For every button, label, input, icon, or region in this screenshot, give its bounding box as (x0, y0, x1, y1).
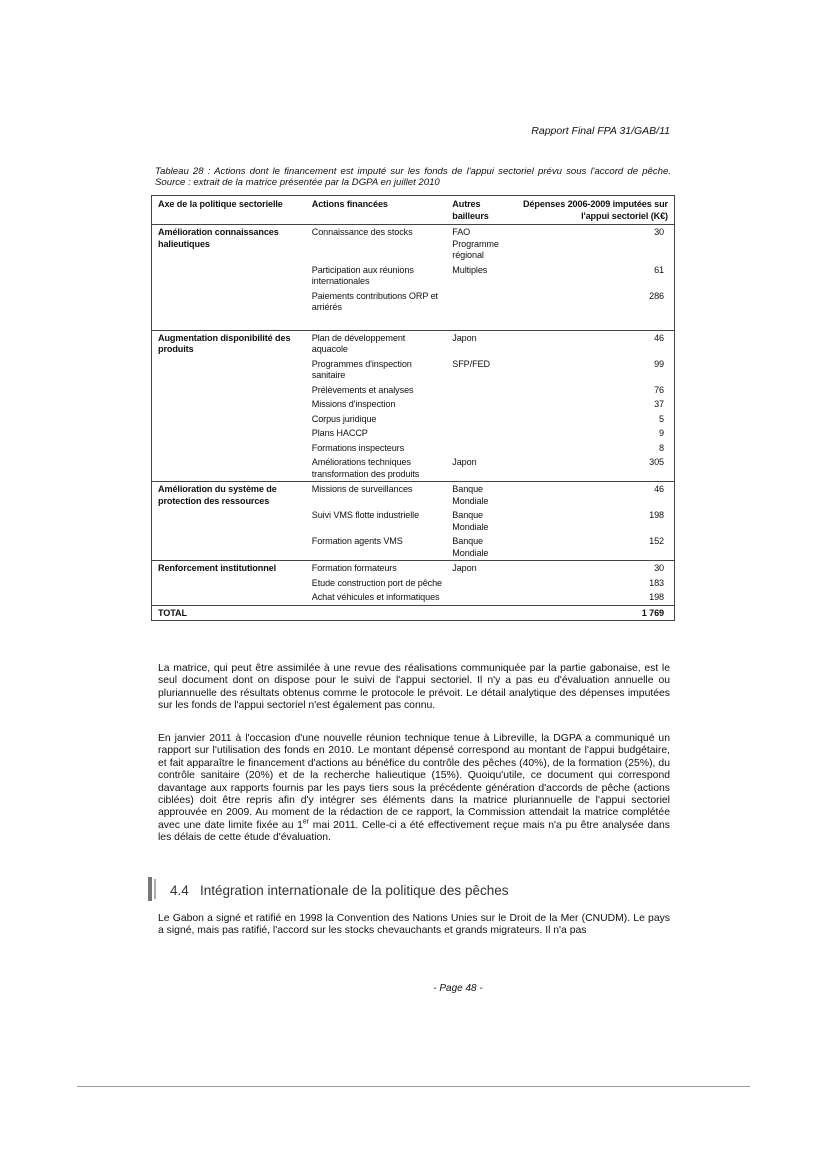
action-cell: Etude construction port de pêche (311, 577, 443, 588)
axe-cell: Amélioration du système de protection des ressources (152, 482, 306, 561)
paragraph-gabon: Le Gabon a signé et ratifié en 1998 la Convention des Nations Unies sur le Droit de la Mer (CNUDM). Le pays a signé, mais pas ratifié, l'accord sur les stocks chevauchants et grands migrateurs. Il n'a pas (158, 913, 670, 937)
value-cell: 99 (654, 358, 664, 369)
action-cell: Formation formateurs (306, 561, 447, 576)
action-cell: Plans HACCP (311, 428, 368, 438)
section-number: 4.4 (170, 883, 189, 898)
axe-cell: Augmentation disponibilité des produits (152, 330, 306, 482)
bailleur-cell: Banque Mondiale (452, 536, 489, 558)
bailleur-cell: SFP/FED (452, 358, 490, 369)
paragraph-matrice: La matrice, qui peut être assimilée à une revue des réalisations communiquée par la partie gabonaise, est le seul document dont on dispose pour le suivi de l'appui sectoriel. Il n'y a pas eu d'évaluation annuelle ou pluriannuelle des résultats obtenus comme le protocole le prévoit. Le détail analytique des dépenses imputées sur les fonds de l'appui sectoriel n'est également pas connu. (158, 663, 670, 712)
section-heading (148, 877, 678, 903)
action-cell: Connaissance des stocks (311, 227, 413, 237)
bailleur-cell: Japon (446, 330, 516, 357)
page-number: - Page 48 - (433, 983, 483, 994)
axe-cell: Renforcement institutionnel (152, 561, 306, 606)
action-cell: Formations inspecteurs (311, 442, 405, 453)
bailleur-cell: Banque Mondiale (452, 510, 489, 532)
paragraph-janvier (158, 733, 670, 845)
action-cell: Missions d'inspection (311, 399, 396, 409)
total-row (152, 605, 675, 621)
action-cell: Corpus juridique (311, 413, 377, 424)
header-depenses: Dépenses 2006-2009 imputées sur l'appui sectoriel (K€) (516, 196, 675, 225)
action-cell: Paiements contributions ORP et arriérés (311, 290, 438, 312)
total-label: TOTAL (152, 605, 516, 621)
bailleur-cell (446, 426, 516, 441)
table-row (152, 225, 675, 263)
value-cell: 37 (654, 399, 664, 409)
action-cell: Suivi VMS flotte industrielle (311, 510, 420, 520)
action-cell: Achat véhicules et informatiques (311, 592, 440, 602)
value-cell: 30 (516, 561, 675, 576)
bailleur-cell: Banque Mondiale (446, 482, 516, 509)
value-cell: 46 (516, 330, 675, 357)
value-cell: 76 (654, 384, 664, 395)
bailleur-cell (446, 590, 516, 605)
value-cell: 183 (649, 577, 664, 588)
bailleur-cell: Japon (452, 457, 477, 467)
superscript-er: er (302, 818, 310, 826)
action-cell: Améliorations techniques transformation des produits (311, 457, 420, 479)
value-cell: 30 (654, 227, 664, 237)
value-cell: 286 (649, 290, 664, 301)
value-cell: 8 (659, 442, 664, 453)
action-cell: Missions de surveillances (306, 482, 447, 509)
action-cell: Programmes d'inspection sanitaire (311, 358, 412, 380)
value-cell: 9 (659, 428, 664, 438)
value-cell: 46 (516, 482, 675, 509)
value-cell: 61 (654, 264, 664, 275)
running-header: Rapport Final FPA 31/GAB/11 (531, 125, 670, 137)
header-axe: Axe de la politique sectorielle (152, 196, 306, 225)
bailleur-cell (446, 412, 516, 427)
bailleur-cell (446, 397, 516, 412)
value-cell: 198 (649, 592, 664, 602)
bailleur-cell (446, 441, 516, 456)
value-cell: 198 (649, 510, 664, 520)
table-row (152, 482, 675, 509)
header-bailleurs: Autres bailleurs (446, 196, 516, 225)
paragraph-janvier-text-a: En janvier 2011 à l'occasion d'une nouvelle réunion technique tenue à Libreville, la DGPA a communiqué un rapport sur l'utilisation des fonds en 2010. Le montant dépensé correspond au montant de l'appui budgétaire, et fait apparaître le financement d'actions au bénéfice du contrôle des pêches (40%), de la formation (25%), du contrôle sanitaire (20%) et de la recherche halieutique (15%). Quoiqu'utile, ce document qui correspond davantage aux rapports fournis par les pays tiers sous la précédente génération d'accords de pêche (actions ciblées) doit être repris afin d'y intégrer ses éléments dans la matrice pluriannuelle de l'appui sectoriel approuvée en 2009. Au moment de la rédaction de ce rapport, la Commission attendait la matrice complétée avec une date limite fixée au 1 (158, 733, 670, 831)
paragraph-janvier-text-b: mai 2011. Celle-ci a été effectivement reçue mais n'a pu être analysée dans les délais de cette étude d'évaluation. (158, 819, 670, 844)
bailleur-cell (446, 289, 516, 315)
bailleur-cell: Japon (446, 561, 516, 576)
header-actions: Actions financées (306, 196, 447, 225)
section-marker (148, 877, 152, 901)
spacer-cell (306, 315, 675, 331)
table-row (152, 561, 675, 576)
bailleur-cell: Multiples (452, 264, 488, 275)
action-cell: Formation agents VMS (311, 536, 403, 546)
action-cell: Plan de développement aquacole (306, 330, 447, 357)
bailleur-cell (446, 383, 516, 398)
section-marker-secondary (154, 879, 156, 899)
action-cell: Prélèvements et analyses (311, 384, 414, 395)
bailleur-cell (446, 576, 516, 591)
value-cell: 152 (649, 536, 664, 546)
section-title: Intégration internationale de la politique des pêches (200, 883, 509, 898)
axe-cell: Amélioration connaissances halieutiques (158, 227, 279, 249)
value-cell: 5 (659, 413, 664, 424)
bailleur-cell: FAO Programme régional (452, 227, 499, 260)
total-value: 1 769 (516, 605, 675, 621)
table-header-row (152, 196, 675, 225)
table-caption: Tableau 28 : Actions dont le financement est imputé sur les fonds de l'appui sectoriel prévu sous l'accord de pêche. Source : extrait de la matrice présentée par la DGPA en juillet 2010 (155, 166, 671, 188)
action-cell: Participation aux réunions internationales (311, 264, 414, 286)
table-body (152, 225, 675, 621)
actions-table (151, 195, 675, 621)
footer-rule (77, 1086, 750, 1087)
value-cell: 305 (649, 457, 664, 467)
table-row (152, 330, 675, 357)
